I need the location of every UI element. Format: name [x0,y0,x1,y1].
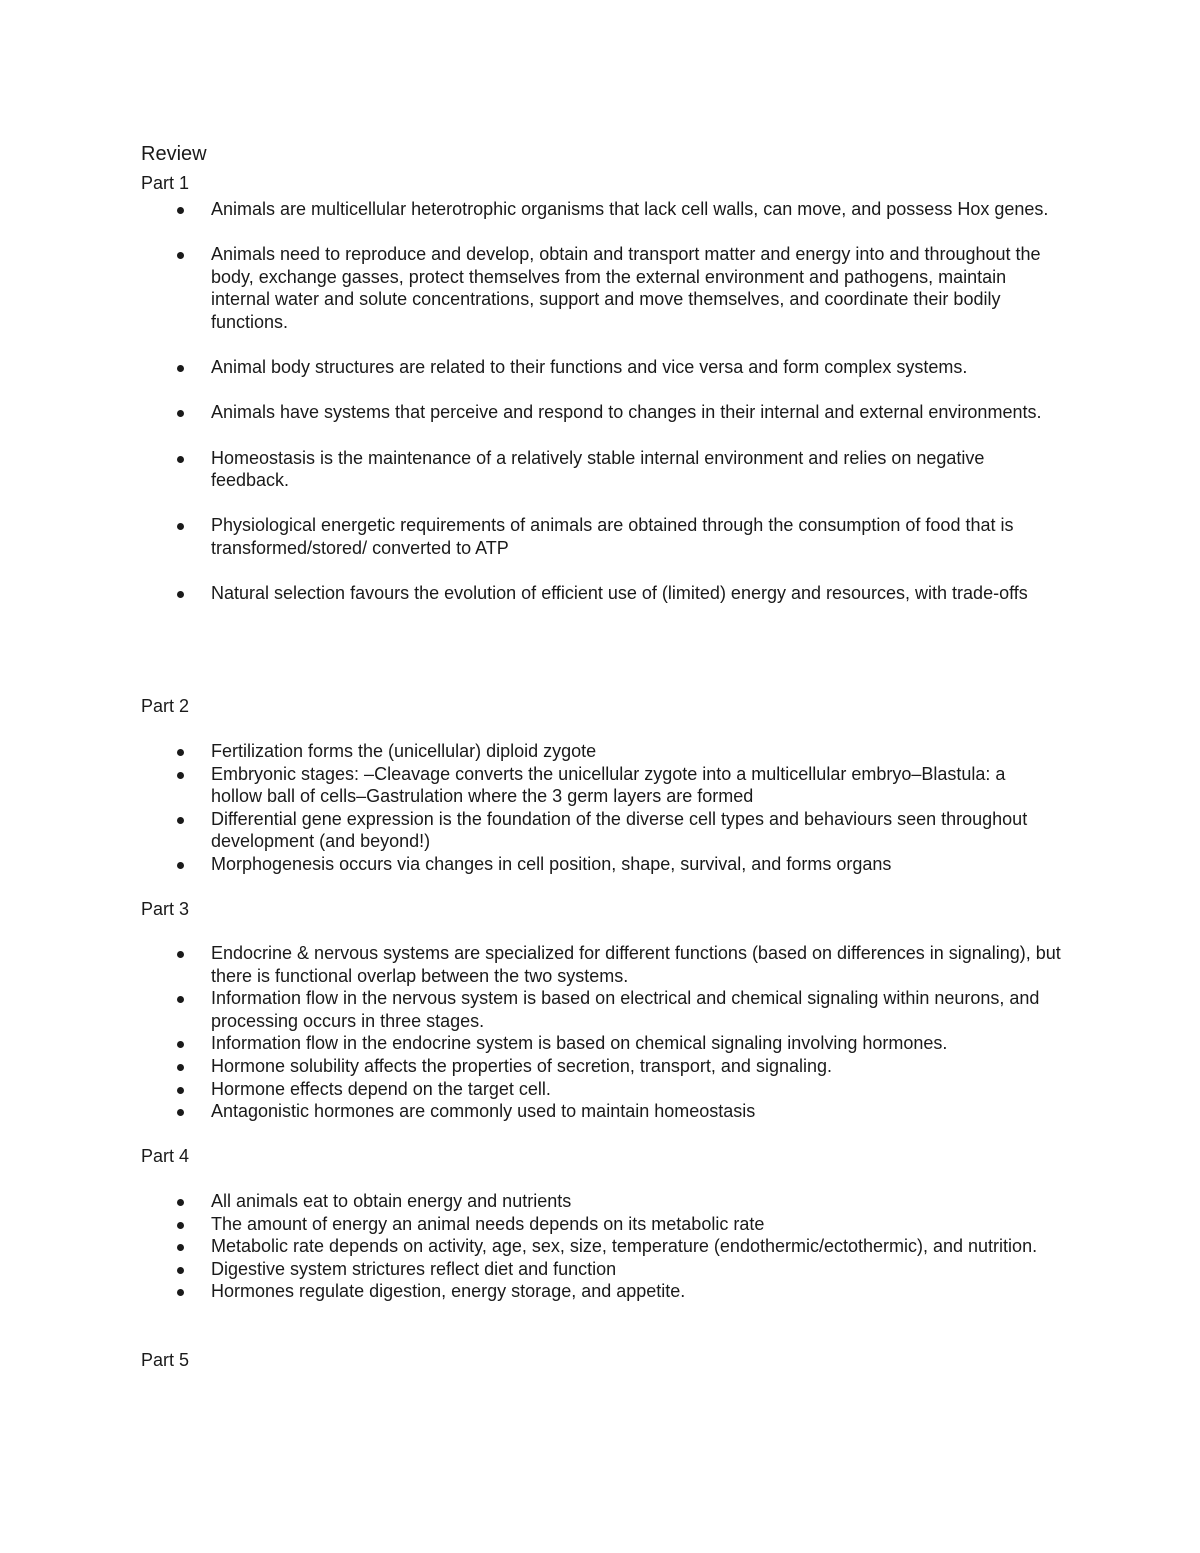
list-item [0,447,1061,492]
bullet-icon [177,862,184,869]
list-item-text: Hormone effects depend on the target cell. [211,1078,551,1099]
list-item [0,1055,1061,1078]
bullet-icon [177,951,184,958]
bullet-icon [177,749,184,756]
bullet-icon [177,1222,184,1229]
list-item [0,401,1061,424]
list-item-text: Metabolic rate depends on activity, age, sex, size, temperature (endothermic/ectothermic), and nutrition. [211,1236,1038,1257]
list-item [0,808,1061,853]
list-item [0,1280,1061,1303]
list-item [0,1100,1061,1123]
bullet-icon [177,996,184,1003]
list-item [0,514,1061,559]
bullet-icon [177,1041,184,1048]
part-4-list [0,1190,1200,1303]
list-item [0,853,1061,876]
part-3-list [0,942,1200,1123]
list-item [0,198,1061,221]
list-item [0,243,1061,333]
bullet-icon [177,591,184,598]
list-item [0,987,1061,1032]
part-2-list [0,740,1200,876]
list-item [0,1078,1061,1101]
bullet-icon [177,1244,184,1251]
list-item-text: Hormone solubility affects the properties of secretion, transport, and signaling. [211,1055,832,1076]
bullet-icon [177,1109,184,1116]
bullet-icon [177,817,184,824]
list-item-text: Animals are multicellular heterotrophic organisms that lack cell walls, can move, and possess Hox genes. [211,199,1049,219]
bullet-icon [177,456,184,463]
list-item-text: Embryonic stages: –Cleavage converts the unicellular zygote into a multicellular embryo–Blastula: a hollow ball of cells–Gastrulation where the 3 germ layers are formed [211,763,1006,807]
bullet-icon [177,1267,184,1274]
list-item [0,740,1061,763]
list-item-text: Homeostasis is the maintenance of a relatively stable internal environment and relies on negative feedback. [211,447,985,491]
bullet-icon [177,365,184,372]
part-1-heading: Part 1 [141,173,190,193]
list-item [0,1258,1061,1281]
list-item-text: The amount of energy an animal needs depends on its metabolic rate [211,1213,765,1234]
part-1-list [0,198,1200,605]
bullet-icon [177,410,184,417]
document-title: Review [141,143,207,165]
list-item-text: Morphogenesis occurs via changes in cell position, shape, survival, and forms organs [211,853,892,874]
part-3-heading: Part 3 [141,899,190,919]
list-item-text: Information flow in the nervous system is based on electrical and chemical signaling within neurons, and processing occurs in three stages. [211,988,1040,1031]
list-item [0,356,1061,379]
list-item [0,942,1061,987]
list-item-text: Antagonistic hormones are commonly used to maintain homeostasis [211,1101,756,1122]
list-item-text: All animals eat to obtain energy and nutrients [211,1191,572,1211]
list-item [0,582,1061,605]
list-item-text: Information flow in the endocrine system is based on chemical signaling involving hormones. [211,1033,948,1054]
list-item-text: Digestive system strictures reflect diet and function [211,1258,617,1279]
part-4-heading: Part 4 [141,1146,190,1166]
bullet-icon [177,207,184,214]
list-item [0,1213,1061,1236]
bullet-icon [177,1199,184,1206]
list-item-text: Animals need to reproduce and develop, obtain and transport matter and energy into and throughout the body, exchange gasses, protect themselves from the external environment and pathogens, maintain internal water and solute concentrations, support and move themselves, and coordinate their bodily functions. [211,244,1041,332]
list-item-text: Animal body structures are related to their functions and vice versa and form complex systems. [211,357,968,378]
bullet-icon [177,772,184,779]
list-item-text: Animals have systems that perceive and respond to changes in their internal and external environments. [211,402,1042,423]
list-item [0,1032,1061,1055]
bullet-icon [177,1289,184,1296]
bullet-icon [177,1064,184,1071]
list-item-text: Natural selection favours the evolution of efficient use of (limited) energy and resources, with trade-offs [211,583,1028,604]
list-item [0,1190,1061,1213]
list-item-text: Differential gene expression is the foundation of the diverse cell types and behaviours seen throughout development (and beyond!) [211,808,1028,852]
part-5-heading: Part 5 [141,1350,190,1370]
list-item [0,1235,1061,1258]
list-item-text: Physiological energetic requirements of animals are obtained through the consumption of food that is transformed/stored/ converted to ATP [211,515,1014,558]
part-2-heading: Part 2 [141,696,190,716]
bullet-icon [177,252,184,259]
bullet-icon [177,523,184,530]
list-item-text: Fertilization forms the (unicellular) diploid zygote [211,741,597,761]
list-item-text: Hormones regulate digestion, energy storage, and appetite. [211,1281,686,1302]
list-item [0,763,1061,808]
bullet-icon [177,1087,184,1094]
list-item-text: Endocrine & nervous systems are specialized for different functions (based on differences in signaling), but there is functional overlap between the two systems. [211,943,1061,986]
